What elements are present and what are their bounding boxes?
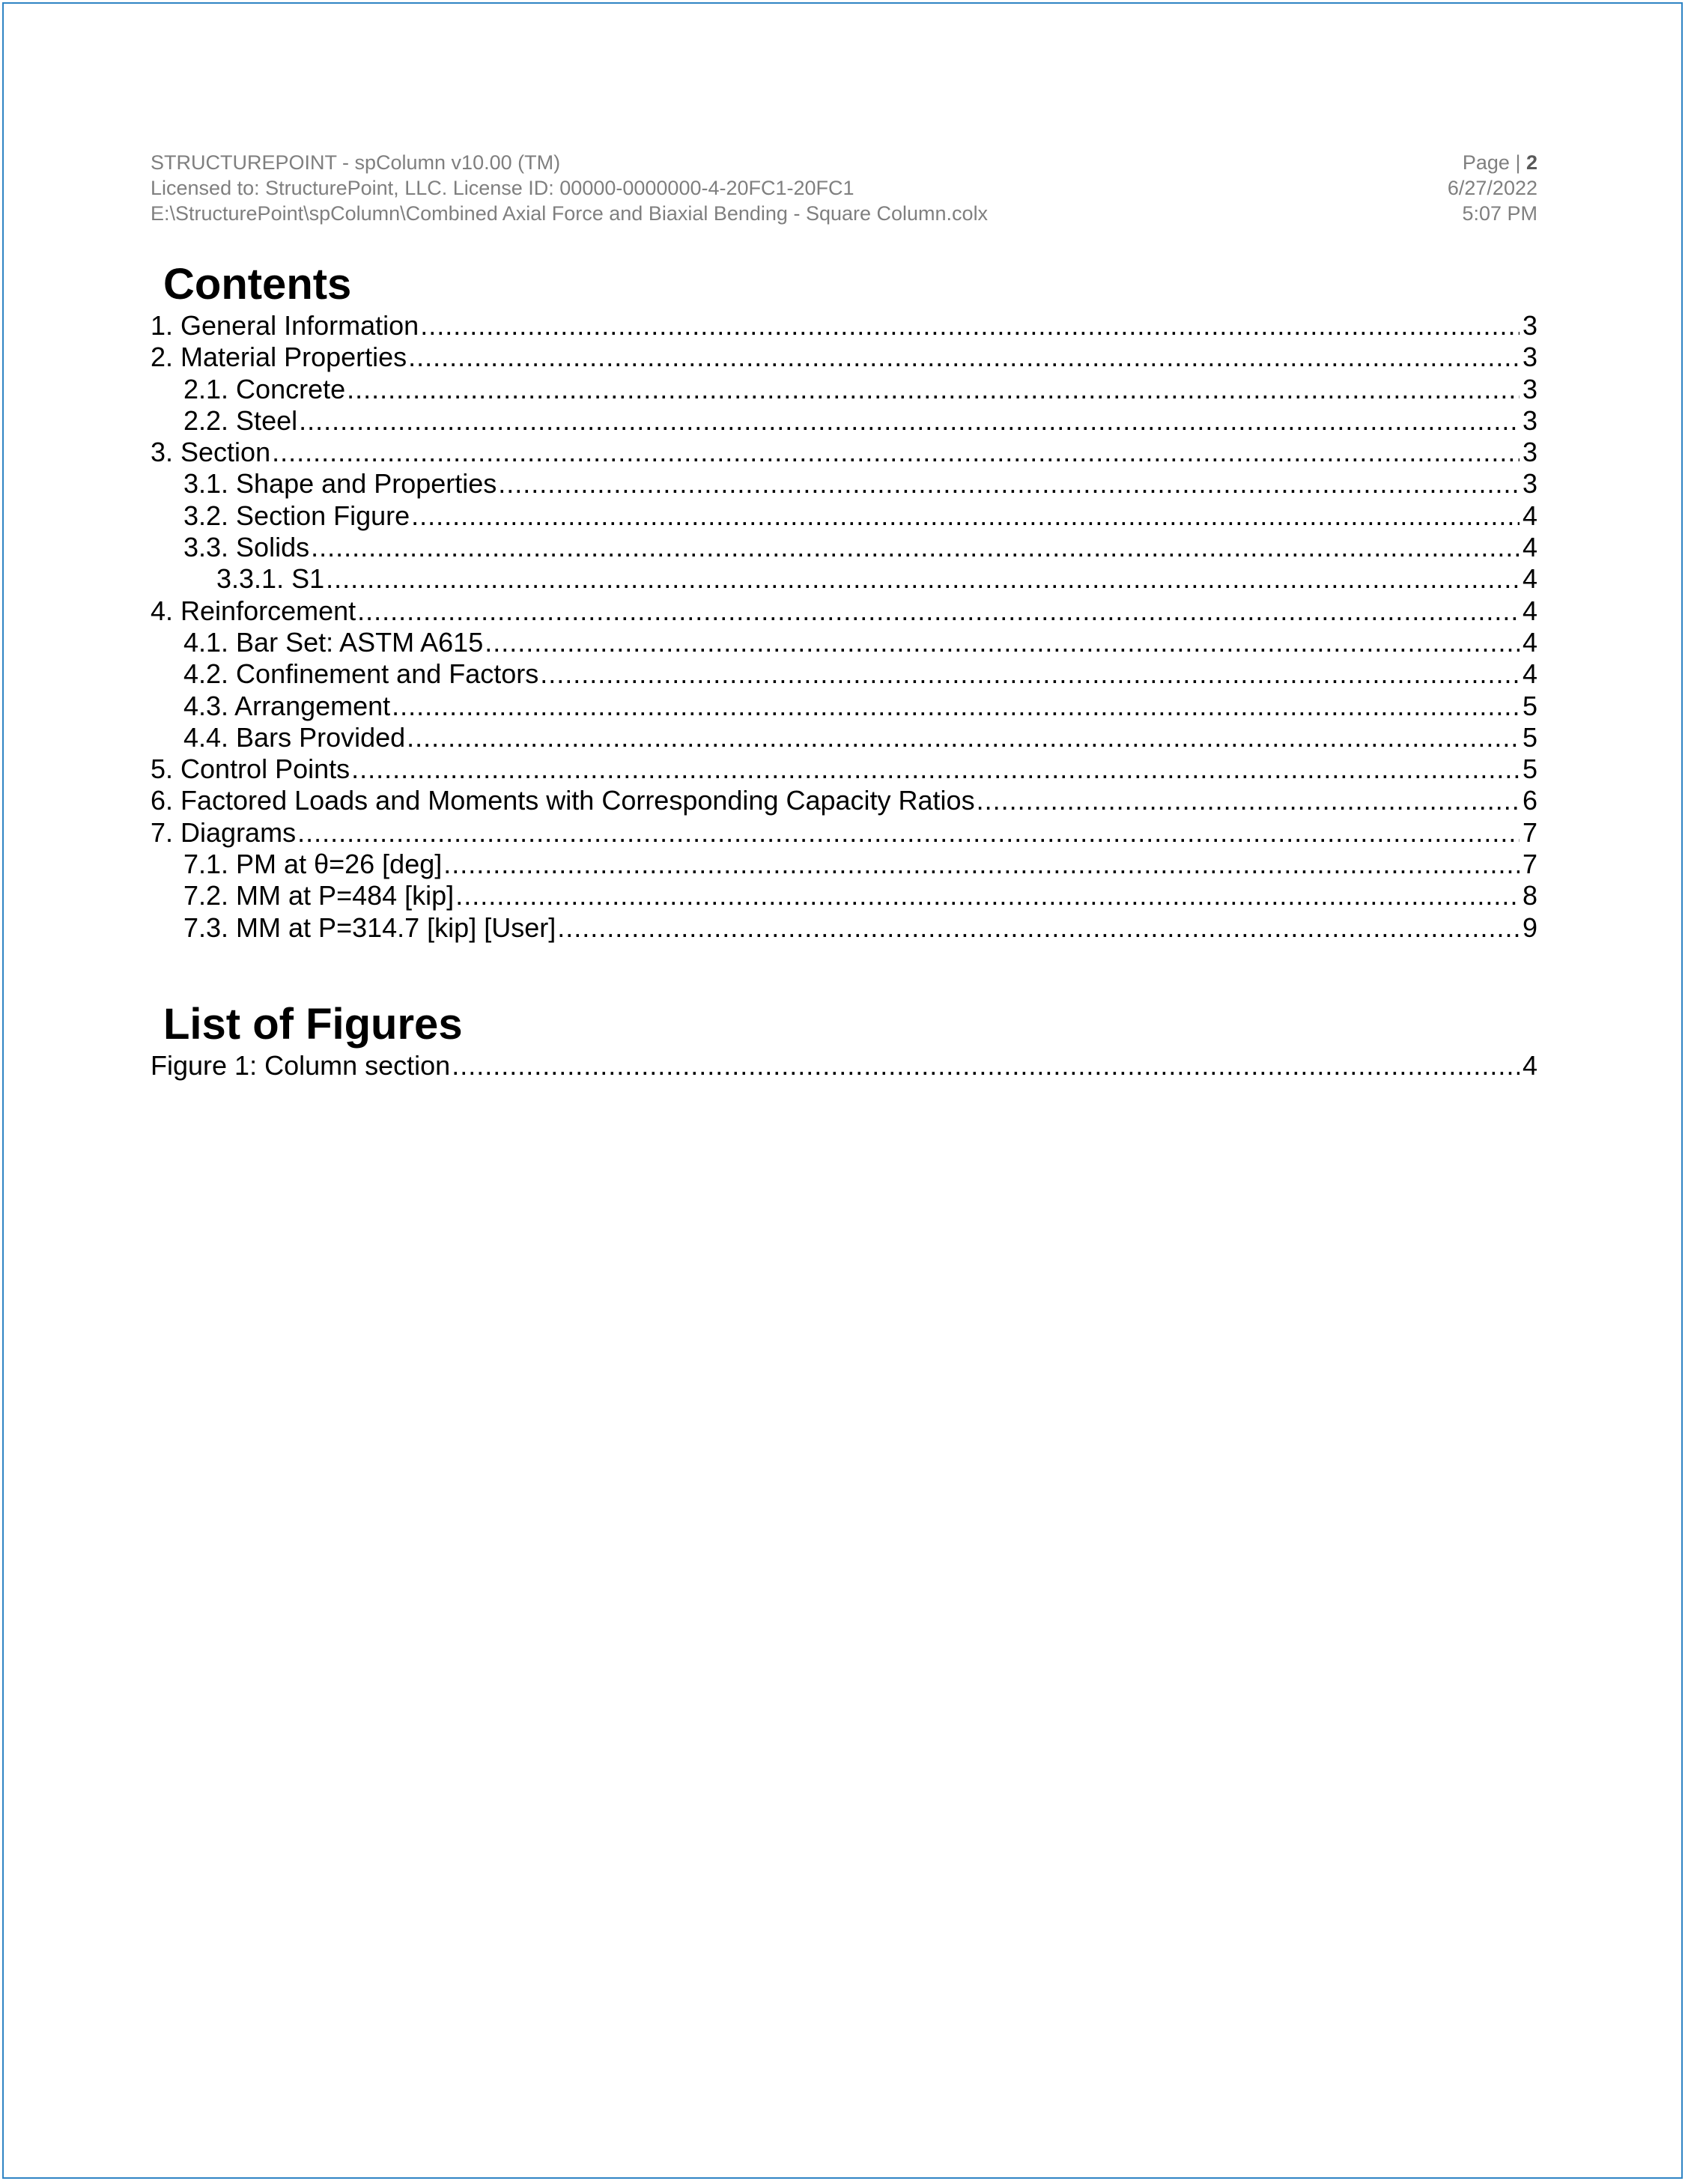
toc-entry-page: 5 (1522, 753, 1537, 785)
page-label: Page | (1462, 151, 1526, 174)
toc-entry-label: 3. Section (151, 437, 271, 468)
toc-entry-label: 4.3. Arrangement (183, 690, 391, 721)
toc-entry[interactable] (151, 817, 1537, 849)
toc-entry-label: 7. Diagrams (151, 816, 297, 848)
dot-leader (299, 405, 1519, 437)
figures-list (151, 1050, 1537, 1082)
dot-leader (392, 691, 1519, 722)
dot-leader (540, 658, 1519, 690)
dot-leader (357, 595, 1519, 627)
toc-entry-label: 2.2. Steel (183, 404, 298, 436)
header-program-line: STRUCTUREPOINT - spColumn v10.00 (TM) (151, 151, 561, 174)
toc-entry-label: 7.1. PM at θ=26 [deg] (183, 849, 443, 880)
dot-leader (977, 785, 1519, 816)
toc-entry-label: 4.2. Confinement and Factors (183, 658, 539, 690)
toc-entry-page: 4 (1522, 595, 1537, 626)
toc-entry-page: 6 (1522, 785, 1537, 816)
figures-title: List of Figures (163, 1000, 463, 1049)
header-license-line: Licensed to: StructurePoint, LLC. License ID: 00000-0000000-4-20FC1-20FC1 (151, 177, 854, 199)
toc-entry-page: 9 (1522, 911, 1537, 943)
toc-entry-page: 4 (1522, 532, 1537, 563)
toc-entry-page: 5 (1522, 690, 1537, 721)
toc-entry[interactable] (151, 849, 1537, 880)
dot-leader (311, 532, 1519, 563)
toc-entry-label: 1. General Information (151, 310, 419, 341)
toc-entry-page: 4 (1522, 563, 1537, 595)
dot-leader (485, 627, 1519, 658)
toc-entry-label: 7.2. MM at P=484 [kip] (183, 880, 455, 911)
dot-leader (407, 722, 1519, 753)
toc-entry-label: Figure 1: Column section (151, 1050, 451, 1081)
dot-leader (351, 753, 1519, 785)
toc-entry[interactable] (151, 785, 1537, 816)
toc-entry[interactable] (151, 374, 1537, 405)
page-number: 2 (1525, 151, 1537, 174)
toc-entry-label: 6. Factored Loads and Moments with Corresponding Capacity Ratios (151, 785, 975, 816)
dot-leader (326, 563, 1519, 595)
toc-entry-label: 7.3. MM at P=314.7 [kip] [User] (183, 911, 556, 943)
toc-entry-page: 4 (1522, 626, 1537, 658)
toc-entry[interactable] (151, 722, 1537, 753)
toc-entry-page: 4 (1522, 658, 1537, 690)
toc-entry[interactable] (151, 405, 1537, 437)
dot-leader (297, 817, 1519, 849)
toc-entry[interactable] (151, 310, 1537, 342)
toc-entry-page: 7 (1522, 849, 1537, 880)
header-time: 5:07 PM (1462, 202, 1537, 225)
toc-entry[interactable] (151, 627, 1537, 658)
contents-list (151, 310, 1537, 944)
toc-entry-label: 3.1. Shape and Properties (183, 468, 497, 500)
toc-entry-page: 3 (1522, 468, 1537, 500)
toc-entry[interactable] (151, 437, 1537, 468)
toc-entry[interactable] (151, 500, 1537, 532)
toc-entry[interactable] (151, 342, 1537, 373)
toc-entry-label: 5. Control Points (151, 753, 350, 785)
toc-entry-page: 3 (1522, 310, 1537, 341)
toc-entry[interactable] (151, 595, 1537, 627)
header-file-path: E:\StructurePoint\spColumn\Combined Axial Force and Biaxial Bending - Square Column.colx (151, 202, 989, 225)
toc-entry[interactable] (151, 468, 1537, 500)
toc-entry-page: 3 (1522, 342, 1537, 373)
dot-leader (455, 880, 1519, 911)
toc-entry-label: 4.1. Bar Set: ASTM A615 (183, 626, 484, 658)
dot-leader (408, 342, 1519, 373)
toc-entry[interactable] (151, 912, 1537, 944)
toc-entry-page: 4 (1522, 1050, 1537, 1081)
dot-leader (557, 912, 1519, 944)
dot-leader (420, 310, 1519, 342)
dot-leader (272, 437, 1519, 468)
header-right (1448, 150, 1537, 226)
toc-entry-page: 5 (1522, 721, 1537, 753)
dot-leader (498, 468, 1519, 500)
page-indicator (1448, 150, 1537, 175)
dot-leader (347, 374, 1519, 405)
toc-entry-page: 3 (1522, 437, 1537, 468)
dot-leader (411, 500, 1519, 532)
header-date: 6/27/2022 (1447, 177, 1537, 199)
toc-entry[interactable] (151, 563, 1537, 595)
toc-entry-label: 3.3.1. S1 (216, 563, 325, 595)
toc-entry-page: 3 (1522, 373, 1537, 404)
toc-entry-label: 3.3. Solids (183, 532, 310, 563)
dot-leader (452, 1050, 1519, 1082)
dot-leader (443, 849, 1519, 880)
toc-entry-label: 4.4. Bars Provided (183, 721, 406, 753)
toc-entry-page: 7 (1522, 816, 1537, 848)
toc-entry-page: 8 (1522, 880, 1537, 911)
toc-entry[interactable] (151, 753, 1537, 785)
toc-entry[interactable] (151, 691, 1537, 722)
toc-entry-label: 2.1. Concrete (183, 373, 346, 404)
toc-entry-label: 4. Reinforcement (151, 595, 356, 626)
figure-entry[interactable] (151, 1050, 1537, 1082)
toc-entry[interactable] (151, 880, 1537, 911)
toc-entry-label: 2. Material Properties (151, 342, 407, 373)
header-left (151, 150, 988, 226)
contents-title: Contents (163, 260, 352, 309)
toc-entry[interactable] (151, 658, 1537, 690)
toc-entry-label: 3.2. Section Figure (183, 500, 410, 531)
toc-entry[interactable] (151, 532, 1537, 563)
toc-entry-page: 4 (1522, 500, 1537, 531)
toc-entry-page: 3 (1522, 404, 1537, 436)
